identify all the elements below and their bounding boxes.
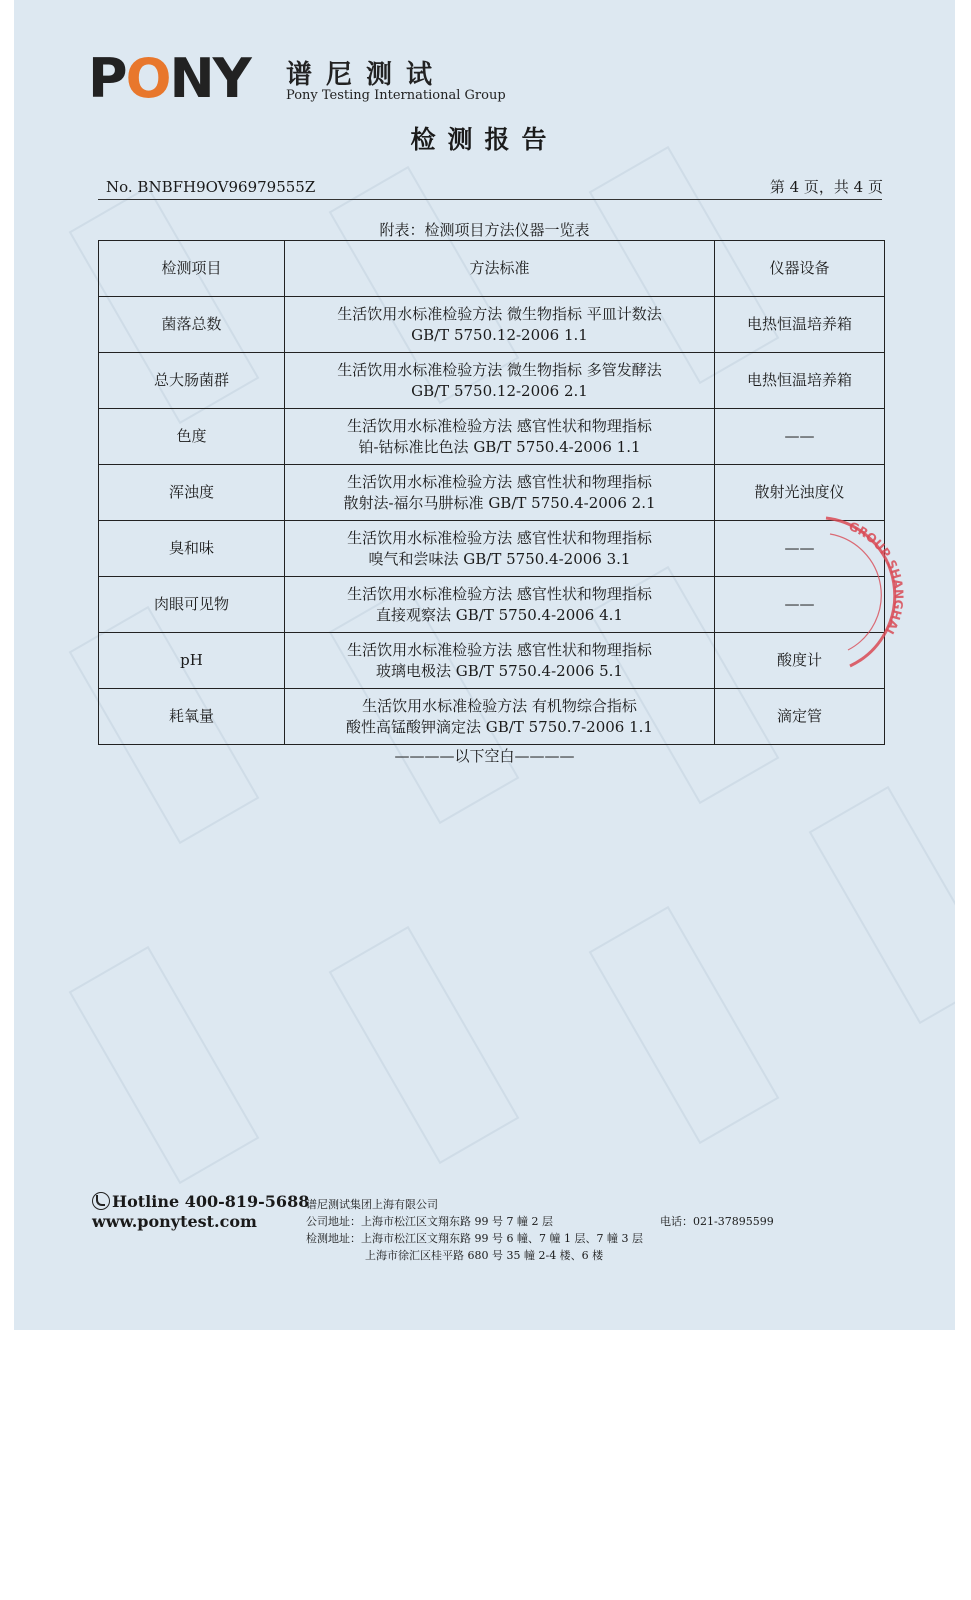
method-line-1: 生活饮用水标准检验方法 感官性状和物理指标	[347, 472, 652, 491]
method-line-1: 生活饮用水标准检验方法 有机物综合指标	[362, 696, 637, 715]
test-item-cell: 臭和味	[99, 521, 285, 577]
test-item-cell: 菌落总数	[99, 297, 285, 353]
method-line-2: 玻璃电极法 GB/T 5750.4-2006 5.1	[376, 661, 623, 680]
logo-letter-p: P	[88, 47, 126, 110]
column-header-equipment: 仪器设备	[715, 241, 885, 297]
report-page	[14, 0, 955, 1330]
table-row	[99, 465, 885, 521]
test-item-cell: 肉眼可见物	[99, 577, 285, 633]
hotline	[92, 1192, 309, 1211]
method-cell	[285, 633, 715, 689]
footer	[14, 1190, 955, 1270]
company-name: 谱尼测试集团上海有限公司	[306, 1198, 438, 1211]
lab-address-2: 上海市徐汇区桂平路 680 号 35 幢 2-4 楼、6 楼	[365, 1249, 604, 1262]
method-line-2: 散射法-福尔马肼标准 GB/T 5750.4-2006 2.1	[343, 493, 656, 512]
equipment-cell: 电热恒温培养箱	[715, 297, 885, 353]
test-item-cell: 总大肠菌群	[99, 353, 285, 409]
hotline-text: Hotline 400-819-5688	[112, 1192, 310, 1211]
column-header-method: 方法标准	[285, 241, 715, 297]
method-line-1: 生活饮用水标准检验方法 感官性状和物理指标	[347, 640, 652, 659]
table-caption: 附表：检测项目方法仪器一览表	[379, 221, 590, 239]
equipment-cell: 散射光浊度仪	[715, 465, 885, 521]
method-line-2: GB/T 5750.12-2006 1.1	[411, 325, 588, 344]
test-item-cell: pH	[99, 633, 285, 689]
column-header-item: 检测项目	[99, 241, 285, 297]
logo-letters-ny: NY	[169, 47, 250, 110]
method-cell	[285, 297, 715, 353]
equipment-cell: ——	[715, 409, 885, 465]
equipment-cell: 电热恒温培养箱	[715, 353, 885, 409]
method-cell	[285, 465, 715, 521]
header-divider	[98, 199, 882, 200]
pony-logo-wordmark	[88, 47, 250, 110]
report-number: No. BNBFH9OV96979555Z	[106, 178, 316, 196]
method-line-1: 生活饮用水标准检验方法 微生物指标 多管发酵法	[337, 360, 662, 379]
company-seal-stamp	[804, 512, 924, 672]
method-line-1: 生活饮用水标准检验方法 感官性状和物理指标	[347, 416, 652, 435]
phone-icon	[92, 1192, 110, 1210]
equipment-cell: 滴定管	[715, 689, 885, 745]
pony-logo	[88, 47, 508, 112]
logo-english-name: Pony Testing International Group	[286, 88, 506, 103]
test-item-cell: 色度	[99, 409, 285, 465]
table-row	[99, 297, 885, 353]
table-row	[99, 633, 885, 689]
table-row	[99, 521, 885, 577]
page-indicator: 第 4 页，共 4 页	[769, 178, 883, 196]
method-instrument-table	[98, 240, 885, 745]
method-line-1: 生活饮用水标准检验方法 微生物指标 平皿计数法	[337, 304, 662, 323]
table-header-row	[99, 241, 885, 297]
end-of-content-note: ————以下空白————	[394, 747, 575, 765]
method-line-1: 生活饮用水标准检验方法 感官性状和物理指标	[347, 528, 652, 547]
logo-letter-o: O	[125, 47, 170, 110]
method-line-2: 直接观察法 GB/T 5750.4-2006 4.1	[376, 605, 623, 624]
method-line-2: 嗅气和尝味法 GB/T 5750.4-2006 3.1	[368, 549, 631, 568]
method-cell	[285, 577, 715, 633]
method-line-2: 铂-钴标准比色法 GB/T 5750.4-2006 1.1	[358, 437, 641, 456]
table-row	[99, 577, 885, 633]
equipment-cell: ——	[715, 577, 885, 633]
method-line-2: 酸性高锰酸钾滴定法 GB/T 5750.7-2006 1.1	[346, 717, 653, 736]
test-item-cell: 耗氧量	[99, 689, 285, 745]
test-item-cell: 浑浊度	[99, 465, 285, 521]
website-link[interactable]: www.ponytest.com	[92, 1212, 257, 1231]
table-row	[99, 353, 885, 409]
company-info	[306, 1196, 643, 1264]
method-line-1: 生活饮用水标准检验方法 感官性状和物理指标	[347, 584, 652, 603]
svg-text:GROUP SHANGHAI: GROUP SHANGHAI	[846, 519, 906, 637]
equipment-cell: 酸度计	[715, 633, 885, 689]
lab-address-1: 检测地址：上海市松江区文翔东路 99 号 6 幢、7 幢 1 层、7 幢 3 层	[306, 1232, 643, 1245]
company-phone: 电话：021-37895599	[660, 1215, 774, 1228]
method-cell	[285, 409, 715, 465]
method-line-2: GB/T 5750.12-2006 2.1	[411, 381, 588, 400]
logo-chinese-name: 谱尼测试	[286, 60, 447, 90]
document-title: 检测报告	[410, 125, 559, 154]
company-address: 公司地址：上海市松江区文翔东路 99 号 7 幢 2 层	[306, 1215, 553, 1228]
table-row	[99, 409, 885, 465]
method-cell	[285, 521, 715, 577]
table-row	[99, 689, 885, 745]
method-cell	[285, 689, 715, 745]
equipment-cell: ——	[715, 521, 885, 577]
method-cell	[285, 353, 715, 409]
